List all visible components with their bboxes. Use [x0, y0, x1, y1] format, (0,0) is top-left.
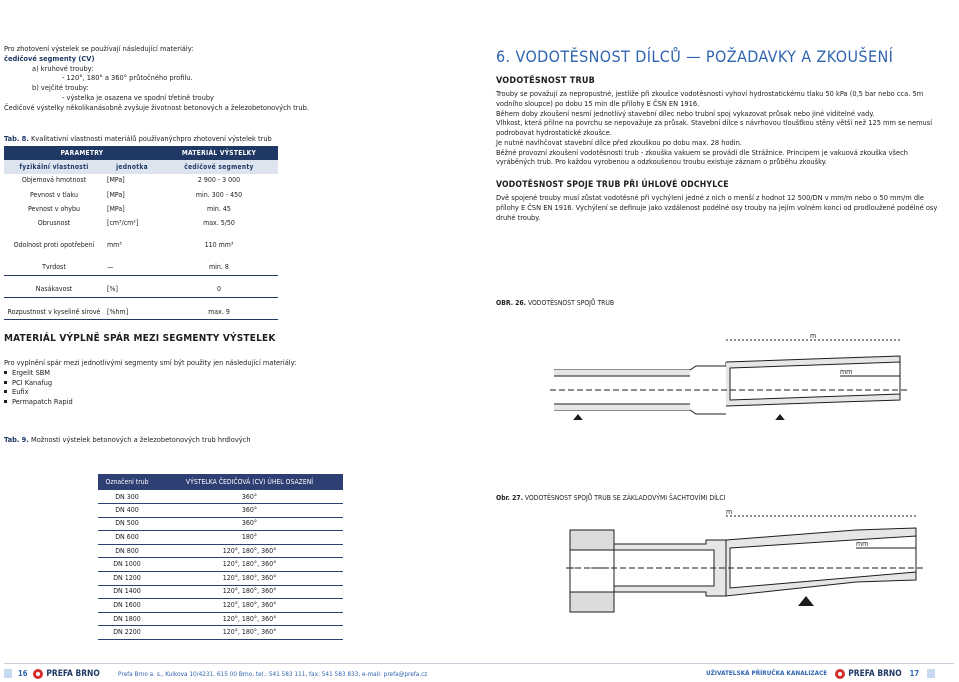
table-cell: 120°, 180°, 360°	[156, 612, 343, 626]
dimension-label-m: m	[810, 332, 817, 340]
table-cell: 120°, 180°, 360°	[156, 626, 343, 640]
table-cell: Nasákavost	[4, 283, 104, 297]
footer-divider	[4, 663, 954, 664]
table-cell: 180°	[156, 531, 343, 545]
table-cell: DN 1600	[98, 599, 156, 613]
body-line: Trouby se považují za nepropustné, jestliže při zkoušce vodotěsnosti vyhoví hydrostatickému tlaku 50 kPa (0,5 bar nebo cca. 5m	[496, 89, 924, 98]
body-line: vyráběných trub. Pro každou vyrobenou a odzkoušenou troubu existuje záznam o průběhu zkoušky.	[496, 157, 827, 167]
table-cell: 360°	[156, 517, 343, 531]
table-cell: 120°, 180°, 360°	[156, 558, 343, 572]
table-cell: Tvrdost	[4, 261, 104, 275]
table-cell: mm³	[107, 241, 122, 250]
table-row	[4, 305, 278, 319]
table-row	[4, 261, 278, 275]
logo	[835, 668, 901, 679]
table-cell: Obrusnost	[37, 219, 71, 228]
bullet-icon	[4, 371, 7, 374]
figure-26-caption	[496, 299, 614, 308]
prefa-logo-icon	[835, 669, 845, 679]
body-line: vodního sloupce) po dobu 15 min dle přílohy E ČSN EN 1916.	[496, 98, 700, 108]
body-line: přílohy E ČSN EN 1916. Vychýlení se definuje jako vzdálenost podélné osy trouby na jejím volném konci od prodloužené podélné osy	[496, 202, 938, 212]
table-cell: DN 300	[98, 490, 156, 504]
table-row	[98, 504, 343, 518]
table-cell: Pevnost v ohybu	[27, 204, 81, 213]
table-cell: DN 600	[98, 531, 156, 545]
table-cell: —	[104, 261, 160, 275]
table-9-head-left: Označení trub	[98, 474, 156, 490]
figure-27-drawing	[556, 508, 936, 618]
logo-text: PREFA BRNO	[46, 668, 100, 678]
section-fill-body	[4, 358, 454, 407]
table-cell: [MPa]	[107, 176, 125, 185]
table-9-label: Tab. 9.	[4, 435, 29, 444]
fill-material-list	[4, 368, 454, 407]
prefa-logo-icon	[33, 669, 43, 679]
table-8-caption	[4, 134, 272, 144]
table-row	[98, 612, 343, 626]
table-cell: DN 1800	[98, 612, 156, 626]
table-cell: 120°, 180°, 360°	[156, 599, 343, 613]
table-row	[4, 188, 278, 202]
table-row	[4, 174, 278, 188]
intro-line: Pro zhotovení výstelek se používají následující materiály:	[4, 44, 194, 53]
figure-26-label: OBR. 26.	[496, 299, 526, 307]
table-cell: 360°	[156, 504, 343, 518]
table-cell: max. 9	[160, 305, 278, 319]
support-triangle-icon	[798, 596, 814, 606]
bullet-icon	[4, 381, 7, 384]
list-item: PCI Kanafug	[4, 378, 454, 388]
table-cell: min. 300 - 450	[195, 190, 243, 199]
table-cell: DN 1400	[98, 585, 156, 599]
table-cell: [%hm]	[104, 305, 160, 319]
list-item: Ergelit SBM	[4, 368, 454, 378]
table-row	[98, 531, 343, 545]
table-8-subhead-param: fyzikální vlastnosti	[4, 160, 104, 174]
body-line: Je nutné navlhčovat stavební dílce před zkouškou po dobu max. 28 hodin.	[496, 137, 742, 147]
table-row	[4, 202, 278, 216]
table-cell: 2 900 - 3 000	[197, 176, 241, 185]
table-row	[98, 517, 343, 531]
table-cell: 0	[160, 283, 278, 297]
table-cell: DN 500	[98, 517, 156, 531]
table-9-head-right: VÝSTELKA ČEDIČOVÁ (CV) ÚHEL OSAZENÍ	[156, 474, 343, 490]
table-cell: Rozpustnost v kyselině sírové	[4, 305, 104, 319]
table-cell: Odolnost proti opotřebení	[13, 241, 95, 250]
dimension-label-m: m	[726, 508, 733, 516]
table-8-head-left: PARAMETRY	[4, 146, 160, 160]
table-cell: 120°, 180°, 360°	[156, 572, 343, 586]
body-line: Během doby zkoušení nesmí jednotlivý stavební dílec nebo trubní spoj vykazovat průsak nebo jiné viditelné vady.	[496, 108, 875, 118]
subsection-body	[496, 89, 958, 167]
body-line: podrobovat hydrostatické zkoušce.	[496, 128, 612, 138]
table-row	[4, 217, 278, 231]
table-cell: DN 400	[98, 504, 156, 518]
table-cell: 120°, 180°, 360°	[156, 544, 343, 558]
table-cell: min. 8	[160, 261, 278, 275]
body-line: Dvě spojené trouby musí zůstat vodotěsné při vychýlení jedné z nich o menší z hodnot 12 500/DN v mm/m nebo o 50 mm/m dle	[496, 193, 924, 202]
support-triangle-icon	[772, 414, 788, 420]
table-row	[98, 626, 343, 640]
table-cell: max. 5/50	[203, 219, 235, 228]
page-marker-icon	[927, 669, 935, 678]
section-title: 6. VODOTĚSNOST DÍLCŮ — POŽADAVKY A ZKOUŠENÍ	[496, 47, 894, 66]
table-row	[4, 239, 278, 253]
table-row	[98, 544, 343, 558]
page-number-left: 16	[18, 668, 28, 678]
table-cell: 360°	[156, 490, 343, 504]
subsection-title: VODOTĚSNOST TRUB	[496, 76, 596, 86]
table-cell: DN 1000	[98, 558, 156, 572]
table-cell: [MPa]	[107, 204, 125, 213]
bullet-icon	[4, 400, 7, 403]
list-item: Eufix	[4, 387, 454, 397]
table-cell: [cm³/cm²]	[107, 219, 139, 228]
footer-right	[706, 668, 935, 679]
table-8-head-right: MATERIÁL VÝSTELKY	[160, 146, 278, 160]
table-cell: [MPa]	[107, 190, 125, 199]
table-row	[98, 572, 343, 586]
subsection-body	[496, 193, 958, 222]
intro-line: čedičové segmenty (CV)	[4, 53, 95, 63]
table-8-subhead-unit: jednotka	[104, 160, 160, 174]
table-cell: 110 mm³	[204, 241, 234, 250]
table-row	[98, 585, 343, 599]
intro-line: a) kruhové trouby:	[32, 63, 94, 73]
table-cell: Objemová hmotnost	[21, 176, 87, 185]
logo-text: PREFA BRNO	[848, 668, 902, 678]
page-marker-icon	[4, 669, 12, 678]
body-line: druhé trouby.	[496, 212, 541, 222]
table-row	[4, 283, 278, 297]
footer-contact: Prefa Brno a. s., Kulkova 10/4231, 615 00 Brno, tel.: 541 583 111, fax: 541 583 833, e-mail: prefa@prefa.cz	[118, 670, 428, 678]
table-cell: DN 1200	[98, 572, 156, 586]
figure-27-caption	[496, 494, 725, 503]
section-fill-title: MATERIÁL VÝPLNĚ SPÁR MEZI SEGMENTY VÝSTELEK	[4, 333, 276, 344]
figure-26-drawing	[540, 330, 920, 420]
bullet-icon	[4, 390, 7, 393]
table-cell: DN 2200	[98, 626, 156, 640]
intro-line: - výstelka je osazena ve spodní třetině trouby	[62, 92, 214, 102]
figure-27-text: VODOTĚSNOST SPOJŮ TRUB SE ZÁKLADOVÝMI ŠACHTOVÍMI DÍLCI	[524, 494, 726, 502]
figure-27-label: Obr. 27.	[496, 494, 523, 502]
intro-line: Čedičové výstelky několikanásobně zvyšuje životnost betonových a železobetonových trub.	[4, 102, 309, 112]
table-8-label: Tab. 8.	[4, 134, 29, 143]
table-row	[98, 558, 343, 572]
page-number-right: 17	[909, 668, 920, 678]
body-line: Vlhkost, která přilne na povrchu se nepovažuje za průsak. Stavební dílce s návrhovou tloušťkou stěny větší než 125 mm se nemusí	[496, 118, 933, 128]
body-line: Běžné provozní zkoušení vodotěsnosti trub - zkouška vakuem se provádí dle Strážnice. Principem je vakuová zkouška všech	[496, 147, 908, 157]
dimension-label-mm: mm	[840, 368, 853, 376]
footer-left	[4, 668, 100, 679]
table-8-subhead-value: čedičové segmenty	[160, 160, 278, 174]
table-cell: Pevnost v tlaku	[30, 190, 78, 199]
table-row	[98, 490, 343, 504]
logo	[33, 668, 99, 679]
support-triangle-icon	[570, 414, 586, 420]
table-8-caption-text: Kvalitativní vlastnosti materiálů používanýchpro zhotovení výstelek trub	[30, 134, 272, 143]
subsection-title: VODOTĚSNOST SPOJE TRUB PŘI ÚHLOVÉ ODCHYLCE	[496, 180, 729, 190]
intro-text	[4, 44, 454, 112]
intro-line: b) vejčité trouby:	[32, 83, 89, 93]
guide-title: UŽIVATELSKÁ PŘÍRUČKA KANALIZACE	[706, 669, 828, 678]
table-8	[4, 146, 278, 320]
table-cell: [%]	[104, 283, 160, 297]
table-9-caption-text: Možnosti výstelek betonových a železobetonových trub hrdlových	[30, 435, 251, 444]
table-cell: min. 45	[207, 204, 231, 213]
list-item: Permapatch Rapid	[4, 397, 454, 407]
table-row	[98, 599, 343, 613]
section-fill-intro: Pro vyplnění spár mezi jednotlivými segmenty smí být použity jen následující materiály:	[4, 358, 297, 367]
table-cell: DN 800	[98, 544, 156, 558]
table-cell: 120°, 180°, 360°	[156, 585, 343, 599]
dimension-label-mm: mm	[856, 540, 869, 548]
table-9	[98, 474, 343, 640]
table-9-caption	[4, 435, 251, 445]
intro-line: - 120°, 180° a 360° průtočného profilu.	[62, 73, 193, 83]
figure-26-text: VODOTĚSNOST SPOJŮ TRUB	[527, 299, 615, 307]
